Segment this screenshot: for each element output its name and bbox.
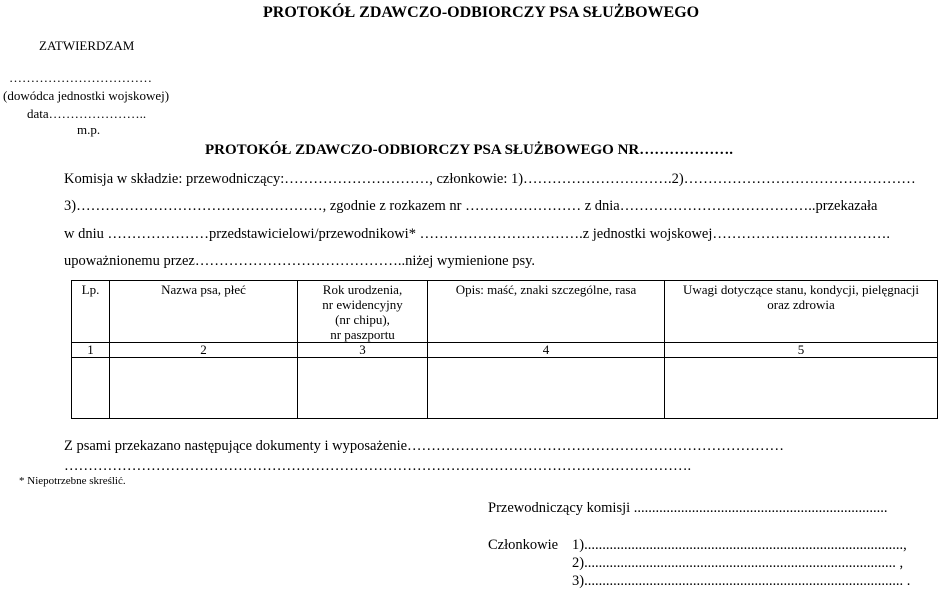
table-cell[interactable]: [298, 358, 428, 419]
chairman-signature: Przewodniczący komisji ......................................................................: [488, 500, 888, 516]
footnote: * Niepotrzebne skreślić.: [19, 475, 126, 487]
header-lp: Lp.: [72, 281, 110, 343]
header-birth-year: Rok urodzenia, nr ewidencyjny (nr chipu), nr paszportu: [298, 281, 428, 343]
members-label: Członkowie: [488, 537, 559, 553]
table-cell[interactable]: [110, 358, 298, 419]
commander-label: (dowódca jednostki wojskowej): [3, 88, 170, 103]
member-signature-1: 1)........................................................................................,: [572, 537, 907, 553]
body-line-3: w dniu …………………przedstawicielowi/przewodnikowi* …………………………….z jednostki wojskowej……………………………….: [64, 226, 891, 242]
table-number-row: [72, 343, 938, 358]
protocol-title: PROTOKÓŁ ZDAWCZO-ODBIORCZY PSA SŁUŻBOWEGO NR……………….: [205, 142, 733, 158]
approval-heading: ZATWIERDZAM: [39, 38, 135, 53]
member-signature-2: 2)...................................................................................... ,: [572, 555, 904, 571]
body-line-2: 3)……………………………………………, zgodnie z rozkazem nr …………………… z dnia…………………………………..przekazała: [64, 198, 878, 214]
header-description: Opis: maść, znaki szczególne, rasa: [428, 281, 665, 343]
column-number: 2: [110, 343, 298, 358]
column-number: 3: [298, 343, 428, 358]
column-number: 5: [665, 343, 938, 358]
member-signature-3: 3)........................................................................................ .: [572, 573, 911, 589]
header-dog-name: Nazwa psa, płeć: [110, 281, 298, 343]
approval-signature-dots: ……………………………: [9, 70, 152, 85]
body-line-4: upoważnionemu przez……………………………………..niżej wymienione psy.: [64, 253, 536, 269]
header-remarks: Uwagi dotyczące stanu, kondycji, pielęgnacji oraz zdrowia: [665, 281, 938, 343]
documents-line: Z psami przekazano następujące dokumenty i wyposażenie……………………………………………………………………: [64, 438, 785, 454]
table-cell[interactable]: [72, 358, 110, 419]
main-title: PROTOKÓŁ ZDAWCZO-ODBIORCZY PSA SŁUŻBOWEGO: [263, 4, 700, 21]
table-cell[interactable]: [428, 358, 665, 419]
table-header-row: [72, 281, 938, 343]
dogs-table: [71, 280, 938, 419]
documents-line-continued: ………………………………………………………………………………………………………………….: [64, 458, 692, 474]
column-number: 1: [72, 343, 110, 358]
table-cell[interactable]: [665, 358, 938, 419]
date-field: data…………………..: [27, 106, 147, 121]
body-line-1: Komisja w składzie: przewodniczący:…………………………, członkowie: 1)………………………….2)…………………………………………: [64, 171, 916, 187]
column-number: 4: [428, 343, 665, 358]
stamp-label: m.p.: [77, 122, 101, 137]
table-row: [72, 358, 938, 419]
